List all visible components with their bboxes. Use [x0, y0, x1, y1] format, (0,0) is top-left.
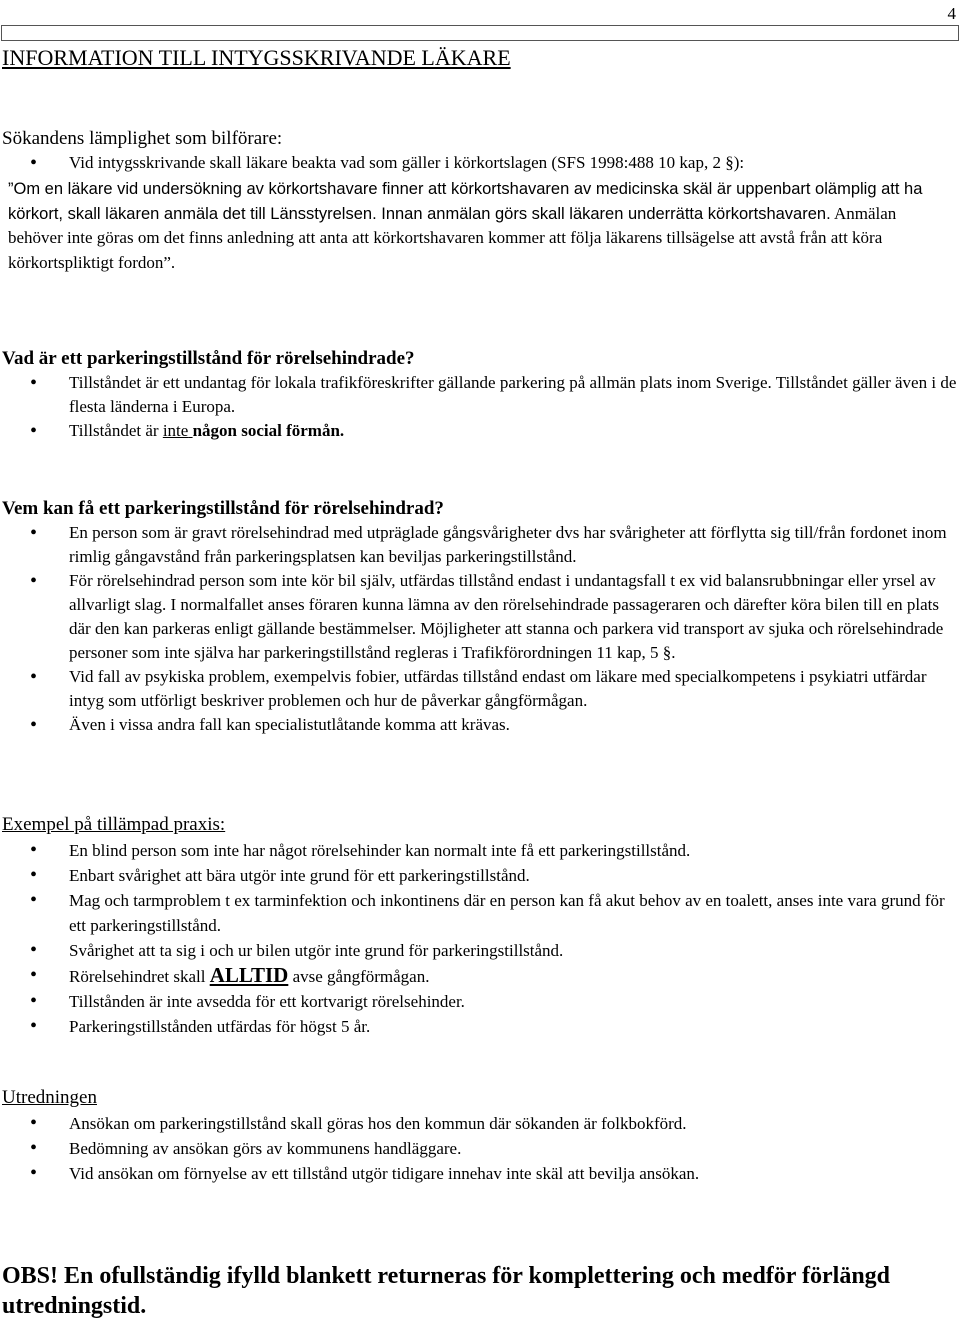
header-box: [1, 4, 959, 41]
list-what-is-permit: [2, 371, 957, 443]
list-item: • Även i vissa andra fall kan specialistutlåtande komma att krävas.: [2, 713, 957, 737]
list-item: • Vid fall av psykiska problem, exempelvis fobier, utfärdas tillstånd endast om läkare med specialkompetens i psykiatri utfärdar intyg som utförligt beskriver problemen och hur de påverkar gångförmågan.: [2, 665, 957, 713]
list-investigation: [2, 1111, 957, 1186]
list-item: • Vid intygsskrivande skall läkare beakta vad som gäller i körkortslagen (SFS 1998:488 10 kap, 2 §):: [2, 151, 957, 175]
law-quote-part-2: Anmälan behöver inte göras om det finns anledning att anta att körkortshavaren kommer att följa läkarens tillsägelse att avstå från att köra körkortspliktigt fordon”.: [8, 203, 897, 272]
text: avse gångförmågan.: [288, 967, 430, 986]
text: Rörelsehindret skall: [69, 967, 210, 986]
list-item: • Svårighet att ta sig i och ur bilen utgör inte grund för parkeringstillstånd.: [2, 938, 957, 963]
emphasis-alltid: ALLTID: [209, 963, 289, 987]
list-item: • Mag och tarmproblem t ex tarminfektion och inkontinens där en person kan få akut behov av en toalett, anses inte vara grund för ett parkeringstillstånd.: [2, 888, 957, 938]
law-quote-part-1: ”Om en läkare vid undersökning av körkortshavare finner att körkortshavaren av medicinska skäl är uppenbart olämplig att ha körkort, skall läkaren anmäla det till Länsstyrelsen. Innan anmälan görs skall läkaren underrätta körkortshavaren.: [8, 180, 923, 223]
list-item: [2, 963, 957, 989]
list-practice-examples: [2, 838, 957, 1039]
section-suitability: [2, 127, 957, 175]
list-item: • Enbart svårighet att bära utgör inte grund för ett parkeringstillstånd.: [2, 863, 957, 888]
page-title: INFORMATION TILL INTYGSSKRIVANDE LÄKARE: [2, 45, 511, 70]
list-item: • Tillståndet är ett undantag för lokala trafikföreskrifter gällande parkering på allmän plats inom Sverige. Tillståndet gäller även i de flesta länderna i Europa.: [2, 371, 957, 419]
heading-suitability: Sökandens lämplighet som bilförare:: [2, 128, 283, 149]
heading-what-is-permit: Vad är ett parkeringstillstånd för rörelsehindrade?: [2, 348, 415, 369]
law-quote: [8, 177, 954, 275]
heading-practice-examples: Exempel på tillämpad praxis:: [2, 814, 226, 835]
section-practice-examples: [2, 813, 957, 1039]
page-number: 4: [947, 4, 956, 23]
section-investigation: [2, 1086, 957, 1186]
list-item: [2, 419, 957, 443]
list-suitability: [2, 151, 957, 175]
heading-who-can-get: Vem kan få ett parkeringstillstånd för rörelsehindrad?: [2, 498, 444, 519]
emphasis-social: någon social förmån.: [192, 421, 345, 440]
list-item: • Tillstånden är inte avsedda för ett kortvarigt rörelsehinder.: [2, 989, 957, 1014]
list-item: • För rörelsehindrad person som inte kör bil själv, utfärdas tillstånd endast i undantagsfall t ex vid balansrubbningar eller yrsel av allvarligt slag. I normalfallet anses föraren kunna lämna av den rörelsehindrade passageraren och därefter köra bilen till en plats där den kan parkeras enligt gällande bestämmelser. Möjligheter att stanna och parkera vid transport av sjuka och rörelsehindrade personer som inte själva har parkeringstillstånd regleras i Trafikförordningen 11 kap, 5 §.: [2, 569, 957, 665]
text: Tillståndet är: [69, 421, 163, 440]
emphasis-inte: inte: [162, 421, 189, 440]
section-what-is-permit: [2, 347, 957, 443]
list-item: • En person som är gravt rörelsehindrad med utpräglade gångsvårigheter dvs har svårigheter att förflytta sig till/från fordonet inom rimlig gångavstånd från parkeringsplatsen kan beviljas parkeringstillstånd.: [2, 521, 957, 569]
heading-investigation: Utredningen: [2, 1087, 97, 1108]
list-item: • En blind person som inte har något rörelsehinder kan normalt inte få ett parkeringstillstånd.: [2, 838, 957, 863]
list-item: • Parkeringstillstånden utfärdas för högst 5 år.: [2, 1014, 957, 1039]
list-item: • Vid ansökan om förnyelse av ett tillstånd utgör tidigare innehav inte skäl att bevilja ansökan.: [2, 1161, 957, 1186]
list-item: • Ansökan om parkeringstillstånd skall göras hos den kommun där sökanden är folkbokförd.: [2, 1111, 957, 1136]
obs-notice: OBS! En ofullständig ifylld blankett returneras för komplettering och medför förlängd utredningstid.: [2, 1263, 891, 1319]
section-who-can-get: [2, 497, 957, 737]
list-item: • Bedömning av ansökan görs av kommunens handläggare.: [2, 1136, 957, 1161]
list-who-can-get: [2, 521, 957, 737]
